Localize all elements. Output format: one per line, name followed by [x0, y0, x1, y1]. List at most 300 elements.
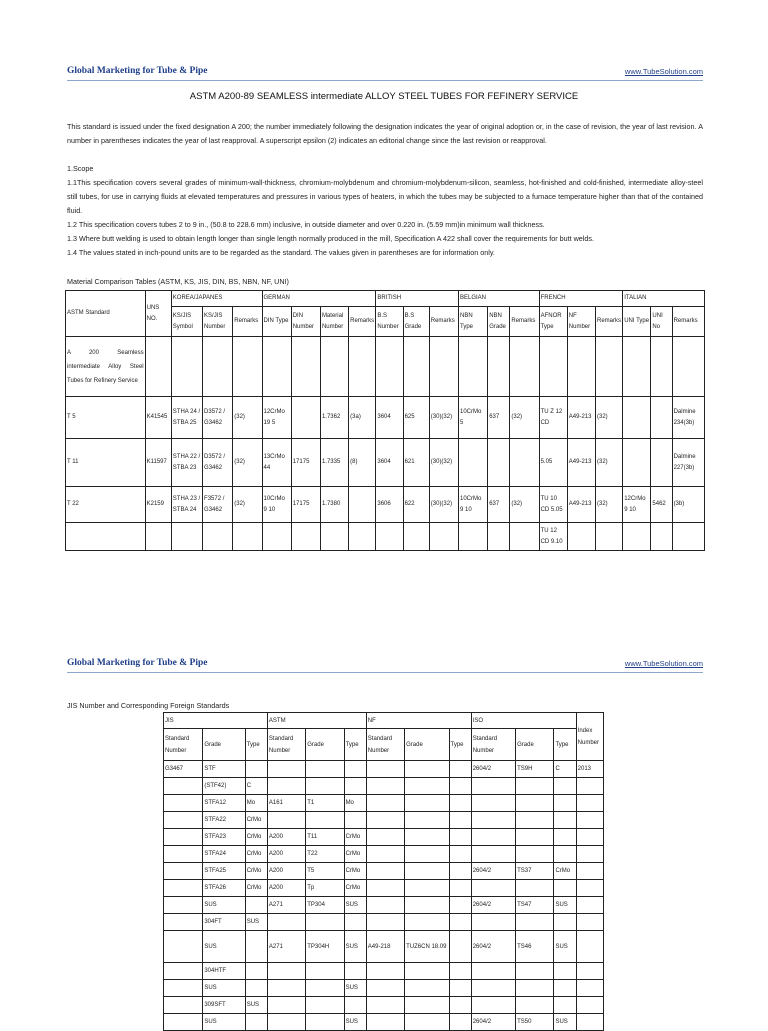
- table2-cell: [267, 778, 305, 795]
- table2-cell: A200: [267, 880, 305, 897]
- table2-cell: [366, 880, 404, 897]
- table1-cell: F3572 / G3462: [203, 487, 233, 523]
- scope-paragraph-2: 1.2 This specification covers tubes 2 to 9 in., (50.8 to 228.6 mm) inclusive, in outside diameter and over 0.220 in. (5.59 mm)in minimum wall thickness.: [67, 220, 545, 229]
- table2-subheader: Grade: [405, 729, 449, 761]
- table2-cell: [554, 829, 576, 846]
- table1-cell: [233, 523, 262, 551]
- table2-cell: [344, 914, 366, 931]
- table2-cell: T22: [306, 846, 344, 863]
- table2-cell: [449, 931, 471, 963]
- table2-cell: [554, 812, 576, 829]
- german-header: GERMAN: [262, 291, 376, 307]
- table1-row: [66, 487, 705, 523]
- table1-cell: [349, 487, 376, 523]
- table2-row: [164, 778, 604, 795]
- table1-cell: [320, 523, 348, 551]
- table2-cell: SUS: [344, 980, 366, 997]
- table1-cell: (30)(32): [429, 487, 458, 523]
- table1-cell: 10CrMo 9 10: [458, 487, 487, 523]
- table2-cell: [366, 863, 404, 880]
- table1-cell: 1.7380: [320, 487, 348, 523]
- table2-cell: 304FT: [203, 914, 245, 931]
- table2-cell: CrMo: [245, 880, 267, 897]
- table2-row: [164, 863, 604, 880]
- table1-cell: 622: [403, 487, 429, 523]
- table2-cell: A49-218: [366, 931, 404, 963]
- table1-cell: (30)(32): [429, 439, 458, 487]
- table2-cell: TS50: [516, 1014, 554, 1031]
- table1-cell: [623, 397, 651, 439]
- table1-cell: T 11: [66, 439, 146, 487]
- table2-cell: [576, 980, 603, 997]
- table2-cell: [267, 1014, 305, 1031]
- table2-cell: TS9H: [516, 761, 554, 778]
- table2-cell: [164, 963, 203, 980]
- table1-cell: [203, 523, 233, 551]
- german-remarks-header: Remarks: [349, 307, 376, 337]
- table1-cell: 625: [403, 397, 429, 439]
- table2-cell: Tp: [306, 880, 344, 897]
- table2-cell: [164, 1014, 203, 1031]
- table2-cell: [576, 795, 603, 812]
- table2-row: [164, 1014, 604, 1031]
- table1-cell: [145, 523, 171, 551]
- table1-cell: [510, 439, 539, 487]
- index-number-header: Index Number: [576, 713, 603, 761]
- table2-cell: [554, 963, 576, 980]
- table2-cell: [516, 829, 554, 846]
- table2-cell: CrMo: [245, 863, 267, 880]
- table2-subheader: Type: [449, 729, 471, 761]
- belgian-header: BELGIAN: [458, 291, 539, 307]
- material-number-header: Material Number: [320, 307, 348, 337]
- table2-subheader: Grade: [203, 729, 245, 761]
- table2-row: [164, 846, 604, 863]
- table2-cell: [576, 897, 603, 914]
- table2-cell: [449, 997, 471, 1014]
- table2-cell: [471, 829, 515, 846]
- table1-cell: 10CrMo 9 10: [262, 487, 291, 523]
- table2-cell: SUS: [554, 931, 576, 963]
- din-number-header: DIN Number: [291, 307, 320, 337]
- table2-cell: 2604/2: [471, 761, 515, 778]
- table2-cell: [449, 963, 471, 980]
- table2-subheader: Standard Number: [471, 729, 515, 761]
- table2-cell: [516, 778, 554, 795]
- table2-row: [164, 897, 604, 914]
- table1-cell: TU 10 CD 5.05: [539, 487, 567, 523]
- table2-cell: [245, 980, 267, 997]
- table1-cell: A49-213: [567, 397, 595, 439]
- table2-cell: [245, 1014, 267, 1031]
- table2-cell: [405, 812, 449, 829]
- table2-row: [164, 880, 604, 897]
- table2-cell: [344, 761, 366, 778]
- uni-no-header: UNI No: [651, 307, 672, 337]
- table2-cell: A271: [267, 931, 305, 963]
- table2-cell: [576, 846, 603, 863]
- din-type-header: DIN Type: [262, 307, 291, 337]
- table1-cell: [488, 523, 510, 551]
- table2-cell: [405, 914, 449, 931]
- table2-cell: Mo: [344, 795, 366, 812]
- table2-cell: [164, 795, 203, 812]
- table2-caption: JIS Number and Corresponding Foreign Standards: [67, 701, 230, 710]
- table2-subheader: Grade: [306, 729, 344, 761]
- table2-cell: [449, 761, 471, 778]
- table2-cell: SUS: [203, 897, 245, 914]
- table2-cell: G3467: [164, 761, 203, 778]
- table2-cell: [405, 778, 449, 795]
- table1-cell: K2159: [145, 487, 171, 523]
- table1-cell: 1.7362: [320, 397, 348, 439]
- table1-cell: (32): [233, 397, 262, 439]
- table1-cell: [376, 523, 403, 551]
- table2-cell: [306, 963, 344, 980]
- korea-remarks-header: Remarks: [233, 307, 262, 337]
- iso-group-header: ISO: [471, 713, 576, 729]
- table2-cell: [405, 795, 449, 812]
- french-remarks-header: Remarks: [595, 307, 622, 337]
- table2-cell: SUS: [554, 897, 576, 914]
- table1-cell: 637: [488, 487, 510, 523]
- table1-row: [66, 523, 705, 551]
- table2-cell: SUS: [245, 997, 267, 1014]
- table2-cell: CrMo: [344, 846, 366, 863]
- table2-body: [164, 761, 604, 1031]
- table2-cell: [405, 980, 449, 997]
- table2-subheader: Standard Number: [164, 729, 203, 761]
- table2-cell: CrMo: [554, 863, 576, 880]
- uni-type-header: UNI Type: [623, 307, 651, 337]
- table2-row: [164, 812, 604, 829]
- table1-cell: D3572 / G3462: [203, 439, 233, 487]
- table1-cell: [567, 523, 595, 551]
- table2-cell: [405, 997, 449, 1014]
- table2-cell: [366, 1014, 404, 1031]
- table2-cell: [267, 997, 305, 1014]
- table2-cell: [366, 963, 404, 980]
- table2-cell: (STF42): [203, 778, 245, 795]
- table2-cell: SUS: [203, 980, 245, 997]
- table1-cell: 13CrMo 44: [262, 439, 291, 487]
- table2-cell: [449, 914, 471, 931]
- table2-cell: SUS: [554, 1014, 576, 1031]
- table1-cell: [171, 523, 202, 551]
- table1-cell: [623, 439, 651, 487]
- astm-standard-header: ASTM Standard: [66, 291, 146, 337]
- bs-number-header: B.S Number: [376, 307, 403, 337]
- table2-cell: STFA12: [203, 795, 245, 812]
- table2-cell: [366, 812, 404, 829]
- table2-cell: [245, 963, 267, 980]
- table1-cell: [651, 439, 672, 487]
- table2-cell: STFA25: [203, 863, 245, 880]
- table1-cell: 10CrMo 5: [458, 397, 487, 439]
- table2-cell: STFA23: [203, 829, 245, 846]
- table1-cell: 637: [488, 397, 510, 439]
- table1-cell: [291, 523, 320, 551]
- table2-cell: [164, 880, 203, 897]
- table2-cell: T11: [306, 829, 344, 846]
- british-remarks-header: Remarks: [429, 307, 458, 337]
- table2-cell: [405, 863, 449, 880]
- table2-cell: [554, 778, 576, 795]
- jis-group-header: JIS: [164, 713, 268, 729]
- table1-cell: [291, 397, 320, 439]
- intro-paragraph: This standard is issued under the fixed designation A 200; the number immediately following the designation indicates the year of original adoption or, in the case of revision, the year of last revision. A number in parentheses indicates the year of last reapproval. A superscript epsilon (2) indicates an editorial change since the last revision or reapproval.: [67, 122, 703, 145]
- table2-cell: [449, 897, 471, 914]
- british-header: BRITISH: [376, 291, 459, 307]
- table2-cell: [471, 880, 515, 897]
- table2-cell: [366, 846, 404, 863]
- table1-cell: 3604: [376, 439, 403, 487]
- table2-cell: STFA24: [203, 846, 245, 863]
- table2-cell: [306, 997, 344, 1014]
- table2-cell: [576, 829, 603, 846]
- table1-cell: [458, 439, 487, 487]
- table2-cell: [267, 914, 305, 931]
- table2-cell: [245, 897, 267, 914]
- table1-cell: STHA 23 / STBA 24: [171, 487, 202, 523]
- table2-cell: SUS: [203, 1014, 245, 1031]
- table2-cell: [449, 980, 471, 997]
- table2-subheader: Grade: [516, 729, 554, 761]
- table2-cell: [516, 846, 554, 863]
- table2-cell: [471, 914, 515, 931]
- table2-cell: [516, 963, 554, 980]
- table1-cell: A49-213: [567, 439, 595, 487]
- table2-group-header-row: [164, 713, 604, 729]
- table2-cell: [164, 846, 203, 863]
- table2-cell: [471, 997, 515, 1014]
- table2-cell: [554, 880, 576, 897]
- table2-row: [164, 980, 604, 997]
- astm-group-header: ASTM: [267, 713, 366, 729]
- afnor-type-header: AFNOR Type: [539, 307, 567, 337]
- astm-intro-cell: A 200 Seamless intermediate Alloy Steel Tubes for Refinery Service: [66, 337, 146, 397]
- table2-cell: [405, 829, 449, 846]
- table1-row: [66, 397, 705, 439]
- table1-intro-row: [66, 337, 705, 397]
- table1-cell: STHA 22 / STBA 23: [171, 439, 202, 487]
- table2-cell: SUS: [245, 914, 267, 931]
- table1-cell: (30)(32): [429, 397, 458, 439]
- table2-cell: [405, 897, 449, 914]
- table2-cell: [405, 761, 449, 778]
- table2-cell: [306, 812, 344, 829]
- table2-cell: [449, 829, 471, 846]
- table2-cell: T5: [306, 863, 344, 880]
- table2-cell: [366, 761, 404, 778]
- table2-cell: TS47: [516, 897, 554, 914]
- table2-subheader: Type: [554, 729, 576, 761]
- table2-cell: SUS: [203, 931, 245, 963]
- table2-cell: [516, 914, 554, 931]
- table2-cell: [405, 963, 449, 980]
- table1-cell: [488, 439, 510, 487]
- table2-cell: [449, 863, 471, 880]
- table2-cell: [164, 829, 203, 846]
- italian-header: ITALIAN: [623, 291, 705, 307]
- table2-cell: C: [554, 761, 576, 778]
- table1-cell: T 22: [66, 487, 146, 523]
- table2-cell: [449, 846, 471, 863]
- table1-cell: [510, 523, 539, 551]
- table2-cell: [405, 1014, 449, 1031]
- table2-cell: A200: [267, 829, 305, 846]
- table2-cell: [245, 931, 267, 963]
- table1-cell: [429, 523, 458, 551]
- table1-cell: K11597: [145, 439, 171, 487]
- table1-cell: T 5: [66, 397, 146, 439]
- table1-cell: (32): [595, 397, 622, 439]
- table2-cell: SUS: [344, 1014, 366, 1031]
- table2-cell: CrMo: [245, 812, 267, 829]
- table2-cell: TS46: [516, 931, 554, 963]
- table1-cell: (3a): [349, 397, 376, 439]
- table1-cell: TU Z 12 CD: [539, 397, 567, 439]
- table2-cell: [245, 761, 267, 778]
- table1-cell: 12CrMo 19 5: [262, 397, 291, 439]
- table2-cell: [576, 931, 603, 963]
- table2-cell: [306, 914, 344, 931]
- table2-row: [164, 997, 604, 1014]
- french-header: FRENCH: [539, 291, 623, 307]
- table2-row: [164, 795, 604, 812]
- table2-cell: [306, 778, 344, 795]
- table2-cell: TS37: [516, 863, 554, 880]
- website-link[interactable]: www.TubeSolution.com: [624, 67, 703, 76]
- table2-cell: [554, 997, 576, 1014]
- table2-cell: [471, 980, 515, 997]
- table2-cell: [267, 963, 305, 980]
- table2-cell: [164, 812, 203, 829]
- table1-cell: (32): [510, 397, 539, 439]
- table2-cell: [344, 963, 366, 980]
- table2-cell: CrMo: [344, 829, 366, 846]
- table1-cell: [262, 523, 291, 551]
- table2-cell: [516, 795, 554, 812]
- table2-cell: [164, 778, 203, 795]
- table1-cell: 5462: [651, 487, 672, 523]
- table2-cell: [576, 880, 603, 897]
- korea-japanes-header: KOREA/JAPANES: [171, 291, 262, 307]
- table1-cell: [651, 397, 672, 439]
- table1-cell: Dalmine 234(3b): [672, 397, 704, 439]
- table1-cell: 17175: [291, 439, 320, 487]
- uns-no-header: UNS NO.: [145, 291, 171, 337]
- table2-cell: STFA26: [203, 880, 245, 897]
- table2-cell: [164, 931, 203, 963]
- table2-cell: 2604/2: [471, 897, 515, 914]
- table2-row: [164, 829, 604, 846]
- table2-cell: [405, 880, 449, 897]
- table1-cell: [458, 523, 487, 551]
- table1-cell: [595, 523, 622, 551]
- brand-name: Global Marketing for Tube & Pipe: [67, 66, 208, 76]
- website-link-2[interactable]: www.TubeSolution.com: [624, 659, 703, 668]
- table2-cell: [344, 778, 366, 795]
- table2-row: [164, 963, 604, 980]
- table2-cell: [449, 778, 471, 795]
- table1-cell: [672, 523, 704, 551]
- table2-cell: [267, 761, 305, 778]
- table2-cell: [576, 963, 603, 980]
- table1-cell: 12CrMo 9 10: [623, 487, 651, 523]
- table2-cell: [576, 863, 603, 880]
- table2-cell: [554, 795, 576, 812]
- table2-cell: STF: [203, 761, 245, 778]
- table2-row: [164, 761, 604, 778]
- table2-cell: [306, 761, 344, 778]
- document-title: ASTM A200-89 SEAMLESS intermediate ALLOY STEEL TUBES FOR FEFINERY SERVICE: [189, 91, 579, 102]
- table2-cell: [576, 812, 603, 829]
- table2-cell: CrMo: [245, 846, 267, 863]
- table2-cell: [554, 914, 576, 931]
- table1-cell: [66, 523, 146, 551]
- table1-caption: Material Comparison Tables (ASTM, KS, JIS, DIN, BS, NBN, NF, UNI): [67, 277, 289, 286]
- table2-cell: [366, 829, 404, 846]
- table1-cell: K41545: [145, 397, 171, 439]
- nbn-type-header: NBN Type: [458, 307, 487, 337]
- table2-cell: [344, 997, 366, 1014]
- table1-cell: 3606: [376, 487, 403, 523]
- table2-cell: [554, 846, 576, 863]
- table2-cell: [164, 897, 203, 914]
- table2-cell: A161: [267, 795, 305, 812]
- table2-cell: 304HTF: [203, 963, 245, 980]
- table2-cell: TP304H: [306, 931, 344, 963]
- table2-cell: 309SFT: [203, 997, 245, 1014]
- table1-cell: 5.05: [539, 439, 567, 487]
- table2-cell: [516, 997, 554, 1014]
- table2-cell: 2604/2: [471, 863, 515, 880]
- table2-cell: [306, 1014, 344, 1031]
- table2-cell: A200: [267, 846, 305, 863]
- table1-cell: D3572 / G3462: [203, 397, 233, 439]
- table2-cell: [366, 914, 404, 931]
- table2-cell: [471, 812, 515, 829]
- scope-paragraph-1: 1.1This specification covers several grades of minimum-wall-thickness, chromium-molybdenum and chromium-molybdenum-silicon, seamless, hot-finished and cold-finished, intermediate alloy-steel still tubes, for use in carrying fluids at elevated temperatures and pressures in various types of heaters, in which the tubes may be subjected to a furnace temperature higher than that of the contained fluid.: [67, 178, 703, 215]
- table2-cell: A271: [267, 897, 305, 914]
- table2-cell: [449, 880, 471, 897]
- ksjis-symbol-header: KS/JIS Symbol: [171, 307, 202, 337]
- table2-cell: [576, 914, 603, 931]
- table1-cell: [349, 523, 376, 551]
- table2-cell: [516, 812, 554, 829]
- table2-row: [164, 931, 604, 963]
- table2-cell: C: [245, 778, 267, 795]
- table2-cell: [471, 963, 515, 980]
- table1-cell: 621: [403, 439, 429, 487]
- table1-row: [66, 439, 705, 487]
- table2-cell: [449, 795, 471, 812]
- table2-cell: [405, 846, 449, 863]
- table1-body: [66, 397, 705, 551]
- table1-cell: [403, 523, 429, 551]
- table2-cell: [344, 812, 366, 829]
- table1-cell: A49-213: [567, 487, 595, 523]
- table2-cell: [576, 997, 603, 1014]
- table1-cell: 1.7335: [320, 439, 348, 487]
- nf-number-header: NF Number: [567, 307, 595, 337]
- table2-subheader: Standard Number: [267, 729, 305, 761]
- table1-cell: 17175: [291, 487, 320, 523]
- table2-cell: [471, 846, 515, 863]
- table1-cell: TU 12 CD 9.10: [539, 523, 567, 551]
- table2-cell: [576, 1014, 603, 1031]
